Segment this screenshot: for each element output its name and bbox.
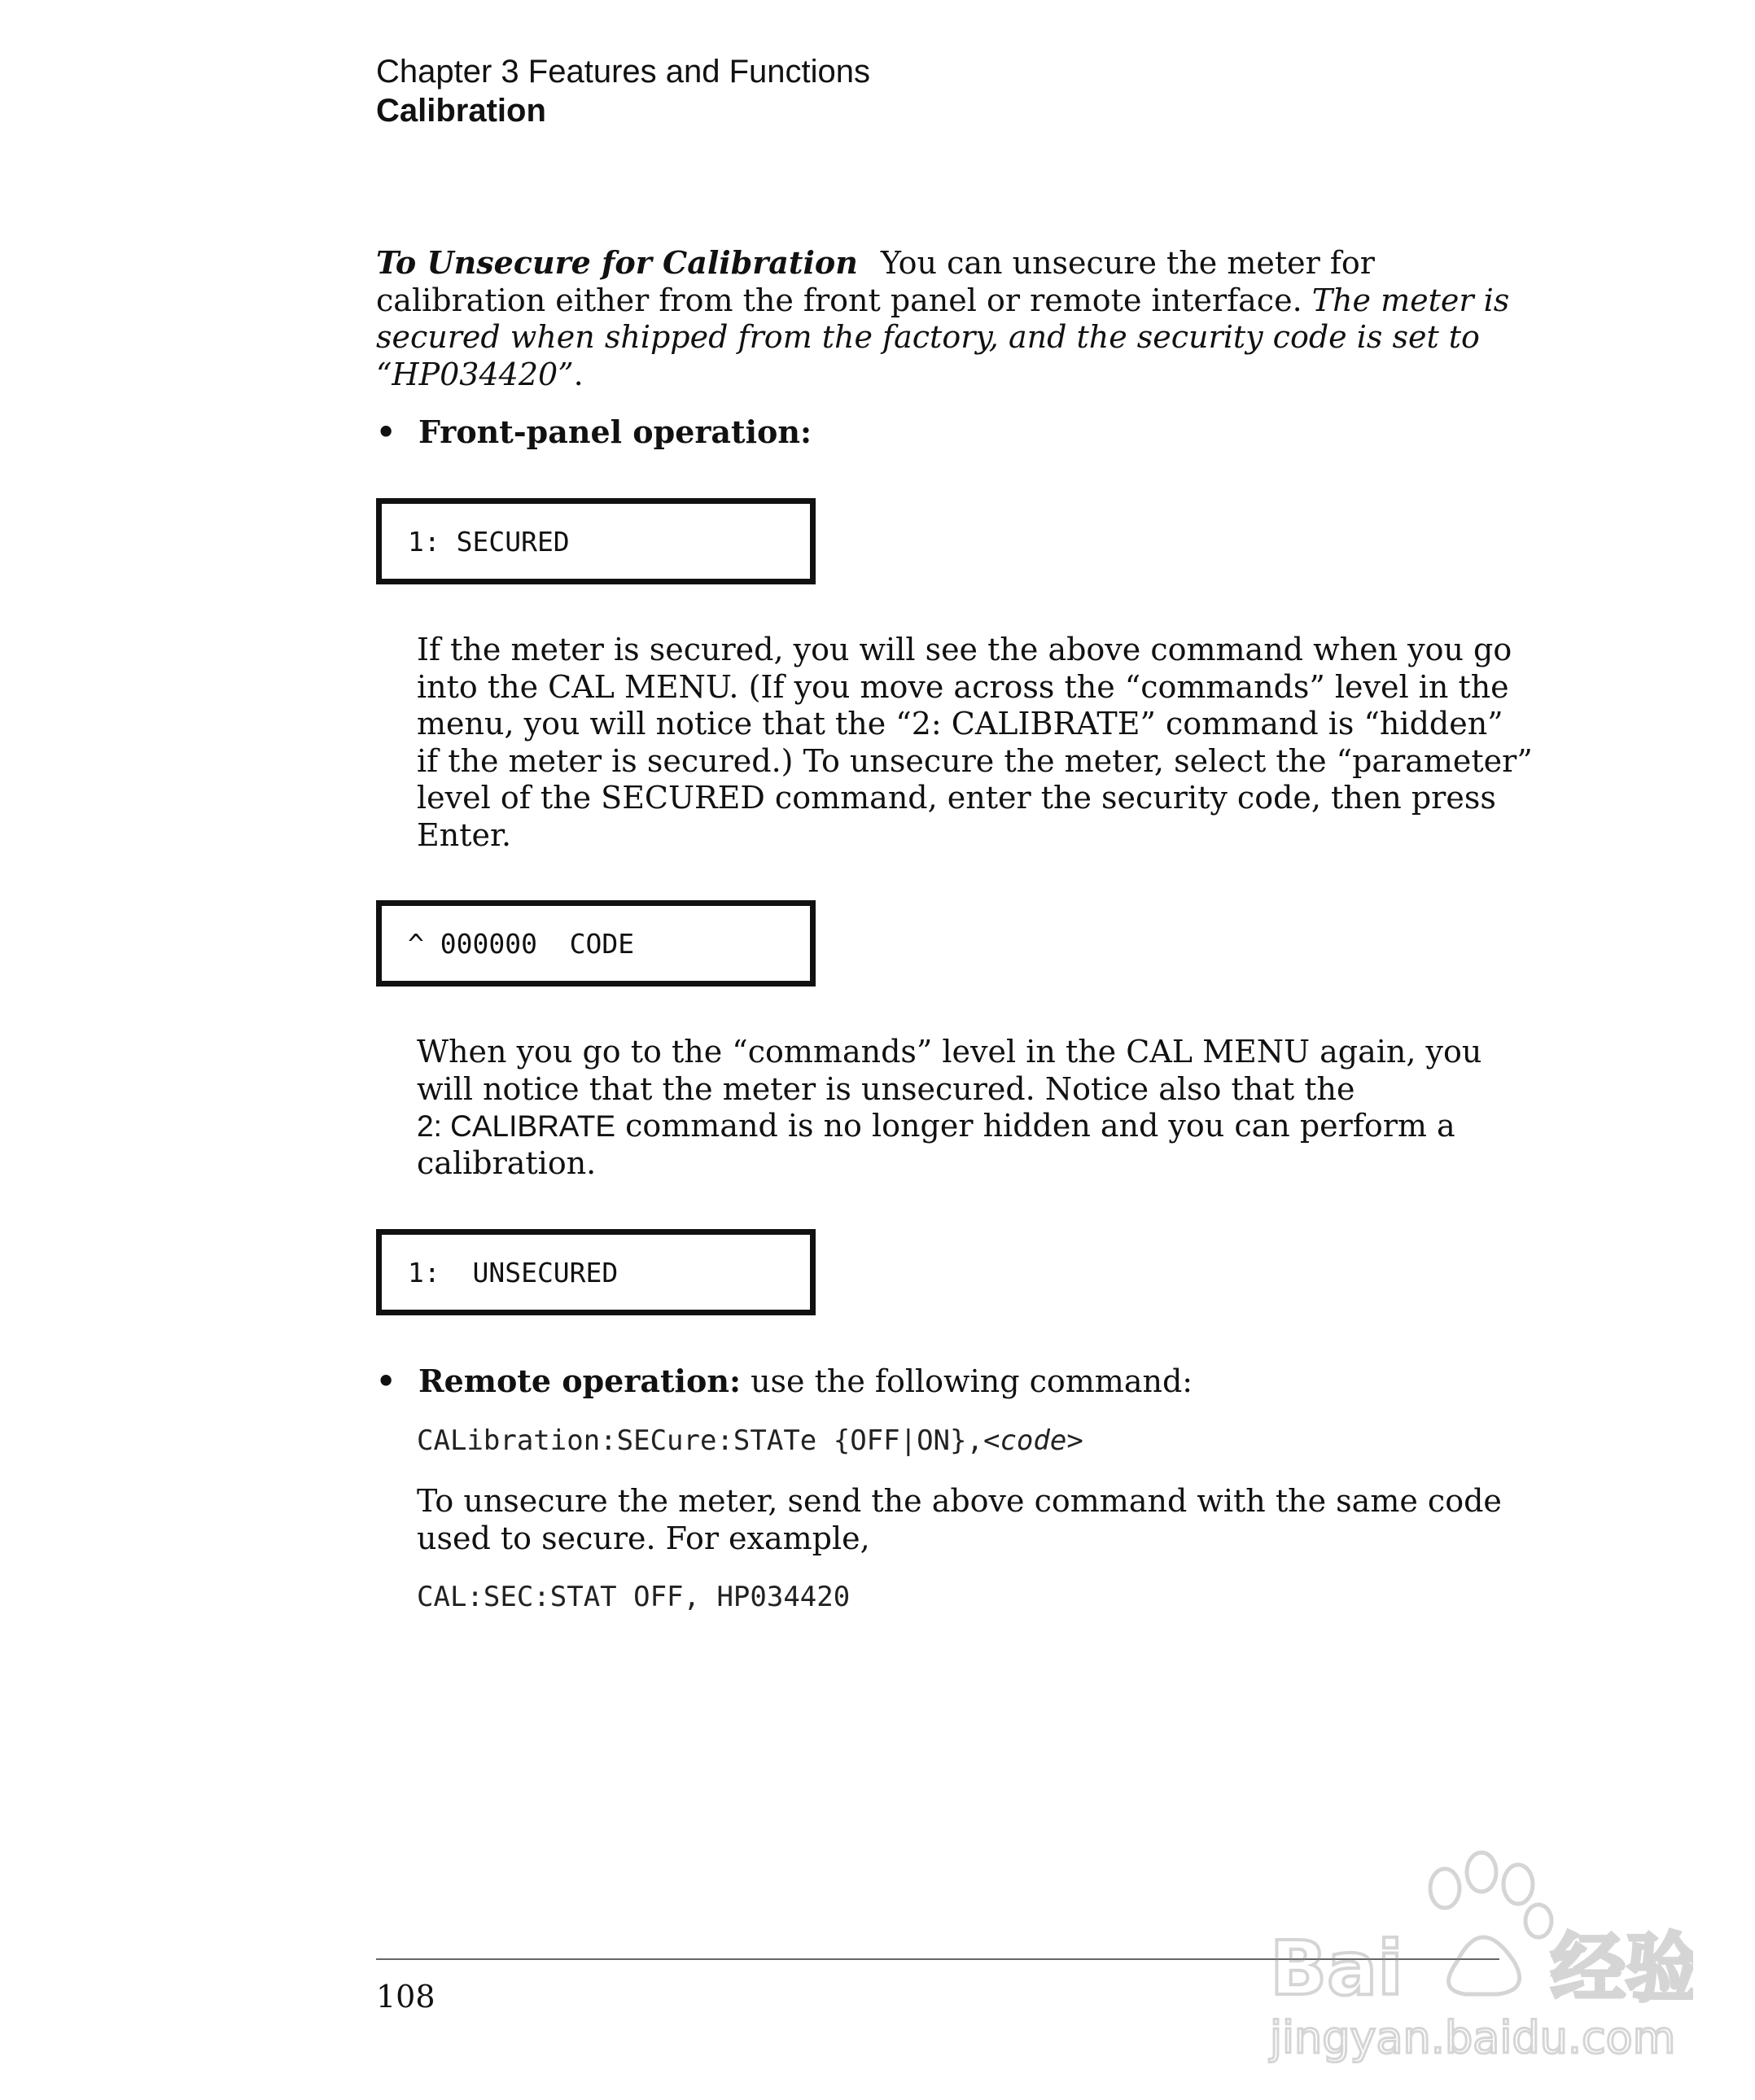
command-param: <code> bbox=[983, 1424, 1083, 1457]
display-secured: 1: SECURED bbox=[376, 498, 816, 584]
runin-heading: To Unsecure for Calibration bbox=[376, 244, 858, 281]
remote-paragraph bbox=[417, 1483, 1502, 1557]
secured-line: menu, you will notice that the “2: CALIBRATE” command is “hidden” bbox=[417, 706, 1503, 742]
secured-line: if the meter is secured.) To unsecure the meter, select the “parameter” bbox=[417, 742, 1533, 779]
front-panel-label: Front-panel operation: bbox=[418, 413, 812, 450]
svg-text:Bai: Bai bbox=[1270, 1925, 1403, 2012]
intro-line4: “HP034420” bbox=[376, 356, 574, 392]
secured-line: into the CAL MENU. (If you move across the “commands” level in the bbox=[417, 668, 1509, 705]
scpi-command-syntax bbox=[417, 1424, 1083, 1457]
remote-bullet bbox=[376, 1363, 1193, 1400]
unsecured-line4: calibration. bbox=[417, 1144, 597, 1181]
svg-text:jingyan.baidu.com: jingyan.baidu.com bbox=[1270, 2012, 1676, 2063]
unsecured-line2: will notice that the meter is unsecured. Notice also that the bbox=[417, 1070, 1355, 1107]
calibrate-command-name: 2: CALIBRATE bbox=[417, 1109, 616, 1143]
secured-line: Enter. bbox=[417, 816, 512, 853]
page-number: 108 bbox=[376, 1979, 435, 2015]
display-code: ^ 000000 CODE bbox=[376, 900, 816, 987]
unsecured-paragraph bbox=[417, 1034, 1481, 1182]
intro-line3: secured when shipped from the factory, and the security code is set to bbox=[376, 319, 1480, 355]
front-panel-bullet bbox=[376, 413, 812, 451]
section-title: Calibration bbox=[376, 93, 546, 129]
display-unsecured: 1: UNSECURED bbox=[376, 1229, 816, 1315]
chapter-title: Chapter 3 Features and Functions bbox=[376, 54, 871, 90]
remote-rest: use the following command: bbox=[741, 1363, 1193, 1399]
remote-label: Remote operation: bbox=[418, 1363, 741, 1399]
intro-line1: You can unsecure the meter for bbox=[880, 245, 1375, 281]
command-text: CALibration:SECure:STATe {OFF|ON}, bbox=[417, 1424, 983, 1457]
secured-line: level of the SECURED command, enter the security code, then press bbox=[417, 780, 1496, 816]
scpi-command-example: CAL:SEC:STAT OFF, HP034420 bbox=[417, 1581, 851, 1613]
bullet-dot: • bbox=[376, 413, 396, 450]
intro-line4-end: . bbox=[573, 356, 584, 392]
secured-paragraph bbox=[417, 632, 1533, 854]
remote-para-line2: used to secure. For example, bbox=[417, 1520, 870, 1556]
svg-text:经验: 经验 bbox=[1551, 1925, 1693, 2012]
unsecured-line1: When you go to the “commands” level in the CAL MENU again, you bbox=[417, 1034, 1482, 1070]
baidu-watermark-logo bbox=[1254, 1840, 1693, 2067]
intro-paragraph bbox=[376, 244, 1509, 393]
unsecured-line3: command is no longer hidden and you can perform a bbox=[615, 1108, 1455, 1144]
intro-line2: calibration either from the front panel or remote interface. bbox=[376, 282, 1312, 318]
running-header bbox=[376, 52, 870, 130]
bullet-dot: • bbox=[376, 1363, 396, 1399]
intro-line2-italic: The meter is bbox=[1311, 282, 1510, 318]
secured-line: If the meter is secured, you will see the above command when you go bbox=[417, 632, 1512, 667]
remote-para-line1: To unsecure the meter, send the above command with the same code bbox=[417, 1483, 1502, 1519]
